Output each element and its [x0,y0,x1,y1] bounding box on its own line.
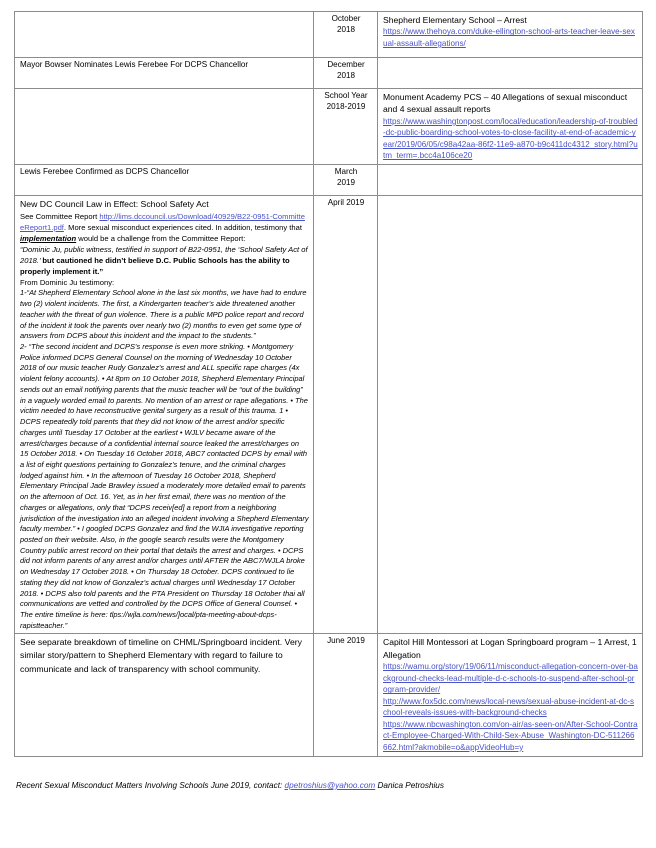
table-row [15,58,643,89]
detail-cell [378,164,643,195]
see-report-suffix-b: would be a challenge from the Committee Report: [76,234,246,244]
footer-email-link[interactable]: dpetroshius@yahoo.com [284,781,376,790]
event-cell: See separate breakdown of timeline on CHML/Springboard incident. Very similar story/pattern to Shepherd Elementary with regard to failure to communicate and lack of transparency with school community. [15,634,314,757]
date-cell [314,164,378,195]
date-line-1: April 2019 [327,197,365,207]
testimony-intro: From Dominic Ju testimony: [20,278,115,288]
date-cell [314,89,378,165]
detail-cell [378,634,643,757]
date-cell [314,195,378,634]
table-row [15,12,643,58]
event-cell: Mayor Bowser Nominates Lewis Ferebee For DCPS Chancellor [15,58,314,89]
date-cell [314,58,378,89]
date-line-1: March [334,166,358,176]
date-line-1: December [327,60,365,69]
footer-author: Danica Petroshius [377,781,444,790]
event-cell [15,195,314,634]
date-line-2: 2018-2019 [326,101,366,111]
table-row [15,634,643,757]
committee-quote [20,244,309,277]
date-line-2: 2019 [336,177,355,187]
committee-report-line [20,211,309,244]
date-line-2: 2018 [336,70,355,80]
quote-italic: “Dominic Ju, public witness, testified in support of B22-0951, the ‘School Safety Act of 2018.’ [20,245,308,266]
date-line-1: School Year [324,91,368,100]
event-cell: Lewis Ferebee Confirmed as DCPS Chancellor [15,164,314,195]
law-heading: New DC Council Law in Effect: School Safety Act [20,198,209,209]
table-row [15,89,643,165]
table-row [15,195,643,634]
see-report-suffix-a: . More sexual misconduct experiences cited. In addition, testimony that [63,222,302,232]
date-cell [314,634,378,757]
detail-title: Shepherd Elementary School – Arrest [383,15,527,25]
footer-text: Recent Sexual Misconduct Matters Involving Schools June 2019, contact: [16,781,283,790]
timeline-table [14,11,643,757]
testimony-item-1: 1-“At Shepherd Elementary School alone in the last six months, we have had to endure two (2) violent incidents. The first, a Kindergarten teacher’s aide threatened another teacher with the threat of gun violence. There is a public MPD police report and record of the incident it took the parents over nearly two (2) months to even get some type of answers from DCPS about this incident and the impact to the students.” [20,288,307,341]
date-line-1: June 2019 [327,636,365,646]
date-line-1: October [331,14,361,23]
detail-cell [378,195,643,634]
committee-report-link[interactable]: http://lims.dccouncil.us/Download/40929/B22-0951-CommitteeReport1.pdf [20,211,305,232]
quote-bold: but cautioned he didn’t believe D.C. Public Schools has the ability to properly implement it.” [20,256,290,277]
table-row [15,164,643,195]
detail-cell [378,58,643,89]
detail-link[interactable]: https://www.nbcwashington.com/on-air/as-seen-on/After-School-Contract-Employee-Charged-With-Child-Sex-Abuse_Washington-DC-511266662.html?akmobile=o&appVideoHub=y [383,719,638,752]
testimony-item-2: 2- “The second incident and DCPS’s response is even more striking. • Montgomery Police informed DCPS General Counsel on the morning of Wednesday 10 October 2018 of our music teacher Rudy Gonzalez’s arrest and ALL specific rape charges (4x violent felony accounts). • At 8pm on 10 October 2018, Shepherd Elementary Principal sends out an email notifying parents that the music teacher will be “out of the building” in a vaguely worded email to parents. No mention of an arrest or rape allegations. • The victim needed to have reconstructive genital surgery as a result of this trauma. 1 • DCPS repeatedly told parents that they did not know of the arrest and/or specific charges until Tuesday 17 October at the earliest • WJLV became aware of the arrest/charges because of a confidential internal source leaked the arrest/charges on 15 October 2018. • On Tuesday 16 October 2018, ABC7 contacted DCPS by email with a list of eight questions pertaining to Gonzalez’s tenure, and the criminal charges lodged against him. • In the afternoon of Tuesday 16 October 2018, Shepherd Elementary Principal Jade Brawley issued a moderately more detailed email to parents on the afternoon of Oct. 16. Yet, as in her first email, there was no mention of the charges or allegations, only that “DCPS receiv[ed] a report from a neighboring jurisdiction of the investigation into an alleged incident involving a Shepherd Elementary faculty member.” • I googled DCPS Gonzalez and find the WJIA investigative reporting posted on their website. Also, in the google search results were the Montgomery Country public arrest record on their portal that details the arrest and charges. • DCPS did not inform parents of any arrest and/or charges until AFTER the ABC7/WJLA broke on Wednesday 17 October 2018. • On Thursday 18 October. DCPS continued to lie stating they did not know of Gonzalez’s actual charges until Wednesday 17 October 2018. • DCPS also told parents and the PTA President on Thursday 18 October thai all communications are vetted and controlled by the DCPS Office of General Counsel. • The entire timeline is here: tlps://wjla.com/news/]ocal/pta-meeting-about-dcps-rapistteacher.” [20,342,309,630]
detail-title: Capitol Hill Montessori at Logan Springboard program – 1 Arrest, 1 Allegation [383,637,637,660]
detail-title: Monument Academy PCS – 40 Allegations of sexual misconduct and 4 sexual assault reports [383,92,628,115]
detail-cell [378,89,643,165]
detail-link[interactable]: https://www.thehoya.com/duke-ellington-school-arts-teacher-leave-sexual-assault-allegations/ [383,27,635,48]
event-cell [15,89,314,165]
detail-cell [378,12,643,58]
detail-link[interactable]: https://wamu.org/story/19/06/11/misconduct-allegation-concern-over-background-checks-lead-multiple-d-c-schools-to-suspend-after-school-program-provider/ [383,662,638,695]
detail-link[interactable]: https://www.washingtonpost.com/local/education/leadership-of-troubled-dc-public-boarding-school-votes-to-close-facility-at-end-of-academic-year/2019/06/05/c98a42aa-86f2-11e9-a870-b9c411dc4312_story.html?utm_term=.bcc4a106ce20 [383,116,638,161]
implementation-emphasis: implementation [20,234,77,244]
event-cell [15,12,314,58]
date-line-2: 2018 [336,24,355,34]
page-footer [16,780,444,791]
see-report-prefix: See Committee Report [20,211,100,221]
date-cell [314,12,378,58]
detail-link[interactable]: http://www.fox5dc.com/news/local-news/sexual-abuse-incident-at-dc-school-reveals-issues-with-background-checks [383,696,635,718]
